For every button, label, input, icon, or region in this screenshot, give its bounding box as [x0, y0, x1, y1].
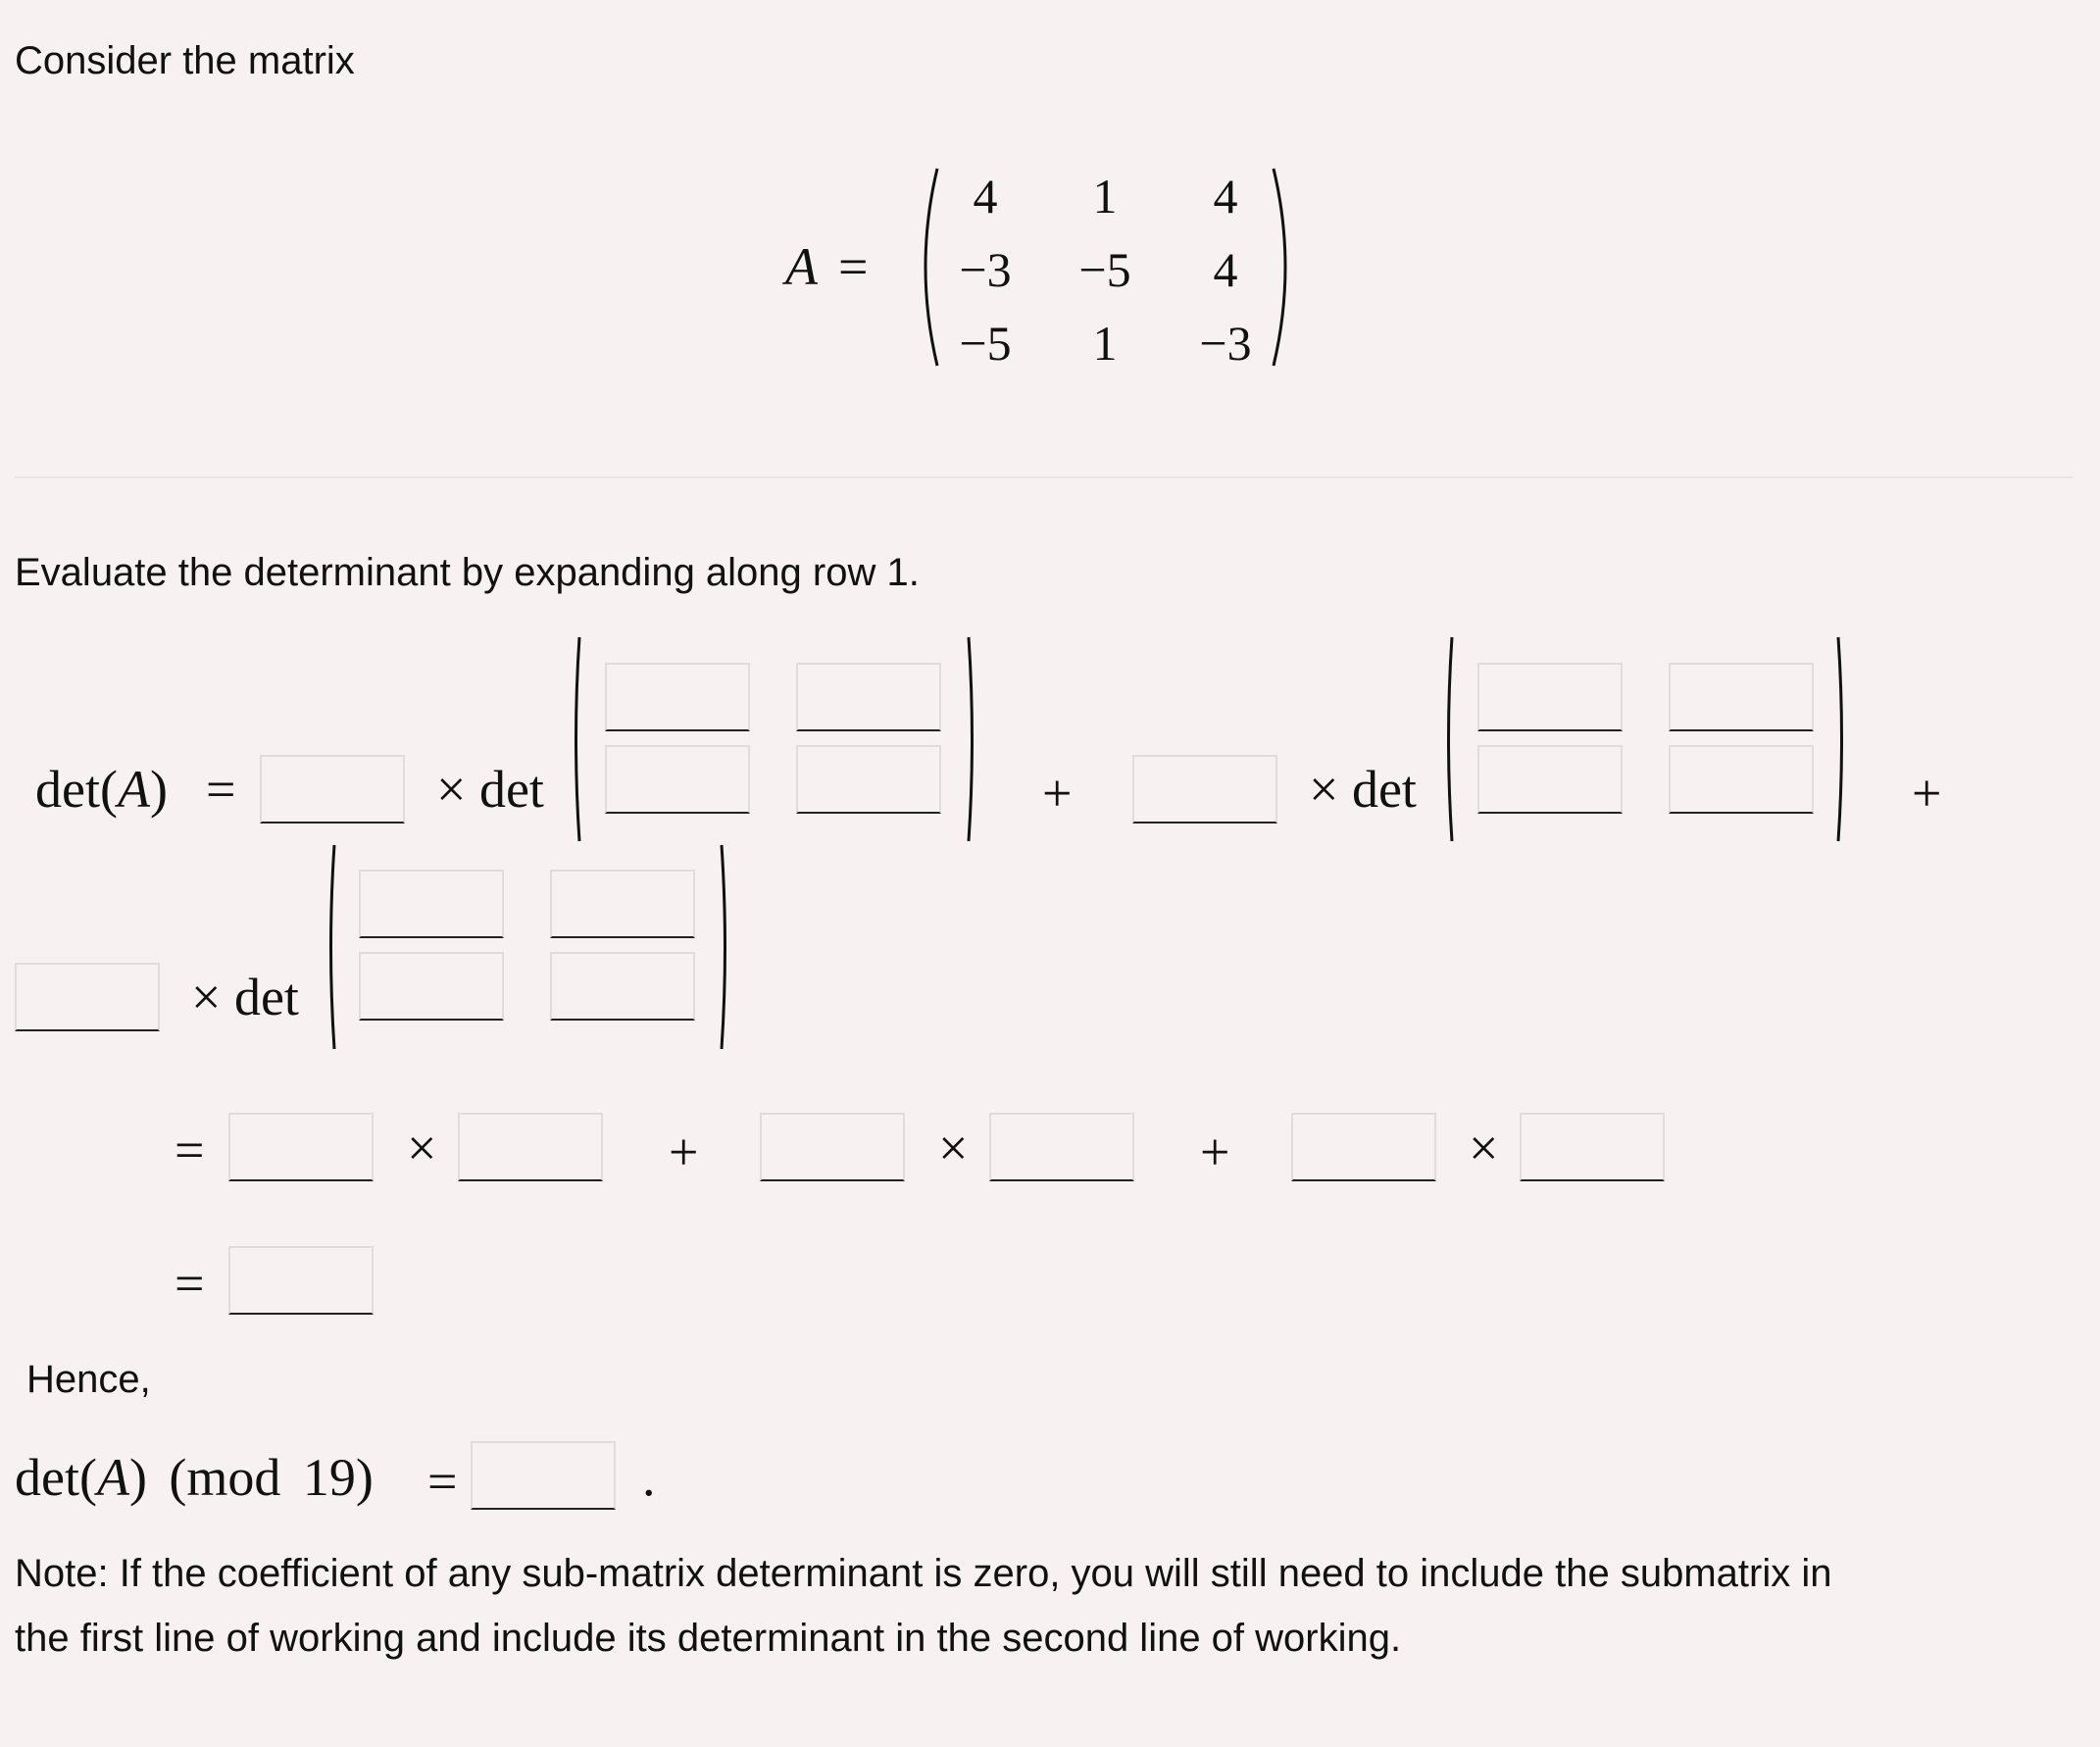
right-paren-icon: [1270, 167, 1299, 368]
left-bracket-icon: [1443, 635, 1455, 843]
submatrix-1-input[interactable]: [605, 745, 750, 814]
equals-sign: =: [206, 760, 236, 819]
det-var: A: [117, 760, 150, 819]
matrix-display: [775, 162, 1324, 373]
right-bracket-icon: [966, 635, 977, 843]
mod-result-input[interactable]: [471, 1441, 616, 1510]
matrix-cell: 4: [1213, 169, 1238, 224]
note-line-1: Note: If the coefficient of any sub-matrix determinant is zero, you will still need to include the submatrix in: [15, 1552, 1832, 1595]
submatrix-3-input[interactable]: [359, 870, 504, 938]
matrix-label: A: [785, 237, 818, 296]
plus-sign: +: [669, 1123, 699, 1181]
expansion-lhs: det(A): [35, 760, 168, 819]
matrix-cell: 4: [973, 169, 998, 224]
times-det-1: × det: [436, 760, 544, 819]
left-bracket-icon: [571, 635, 582, 843]
left-bracket-icon: [325, 843, 337, 1051]
matrix-cell: 4: [1213, 242, 1238, 297]
coefficient-3-input[interactable]: [15, 963, 160, 1031]
det-label: det: [35, 760, 100, 819]
period: .: [642, 1448, 656, 1507]
matrix-cell: −3: [959, 242, 1012, 297]
submatrix-1-input[interactable]: [605, 663, 750, 731]
matrix-cell: −5: [959, 316, 1012, 371]
times-sign: ×: [938, 1119, 969, 1177]
product-2a-input[interactable]: [760, 1113, 905, 1181]
submatrix-3-input[interactable]: [550, 952, 695, 1021]
matrix-cell: −3: [1199, 316, 1252, 371]
matrix-cell: 1: [1092, 316, 1118, 371]
note-line-2: the first line of working and include its determinant in the second line of working.: [15, 1617, 1402, 1660]
times-det-3: × det: [191, 968, 299, 1026]
product-1a-input[interactable]: [228, 1113, 374, 1181]
equals-sign: =: [175, 1254, 205, 1313]
matrix-cell: 1: [1092, 169, 1118, 224]
equals-sign: =: [175, 1121, 205, 1179]
hence-text: Hence,: [26, 1358, 151, 1401]
submatrix-2-input[interactable]: [1669, 663, 1814, 731]
submatrix-2-input[interactable]: [1477, 745, 1623, 814]
submatrix-2-input[interactable]: [1669, 745, 1814, 814]
matrix-equals: =: [838, 237, 869, 296]
plus-sign: +: [1912, 764, 1942, 823]
times-det-2: × det: [1309, 760, 1417, 819]
section-divider: [15, 476, 2074, 478]
mod-expression: det(A) (mod 19): [15, 1448, 374, 1507]
product-3b-input[interactable]: [1520, 1113, 1665, 1181]
submatrix-3-input[interactable]: [550, 870, 695, 938]
times-sign: ×: [407, 1119, 437, 1177]
submatrix-1-input[interactable]: [796, 745, 941, 814]
right-bracket-icon: [719, 843, 730, 1051]
plus-sign: +: [1042, 764, 1073, 823]
times-sign: ×: [1469, 1119, 1499, 1177]
coefficient-1-input[interactable]: [260, 755, 405, 824]
product-1b-input[interactable]: [458, 1113, 603, 1181]
submatrix-1-input[interactable]: [796, 663, 941, 731]
submatrix-2-input[interactable]: [1477, 663, 1623, 731]
equals-sign: =: [427, 1452, 458, 1511]
determinant-result-input[interactable]: [228, 1246, 374, 1315]
coefficient-2-input[interactable]: [1132, 755, 1277, 824]
intro-text: Consider the matrix: [15, 39, 355, 82]
product-3a-input[interactable]: [1291, 1113, 1436, 1181]
plus-sign: +: [1200, 1123, 1230, 1181]
instruction-text: Evaluate the determinant by expanding along row 1.: [15, 551, 920, 594]
submatrix-3-input[interactable]: [359, 952, 504, 1021]
right-bracket-icon: [1835, 635, 1847, 843]
matrix-cell: −5: [1078, 242, 1131, 297]
product-2b-input[interactable]: [989, 1113, 1134, 1181]
